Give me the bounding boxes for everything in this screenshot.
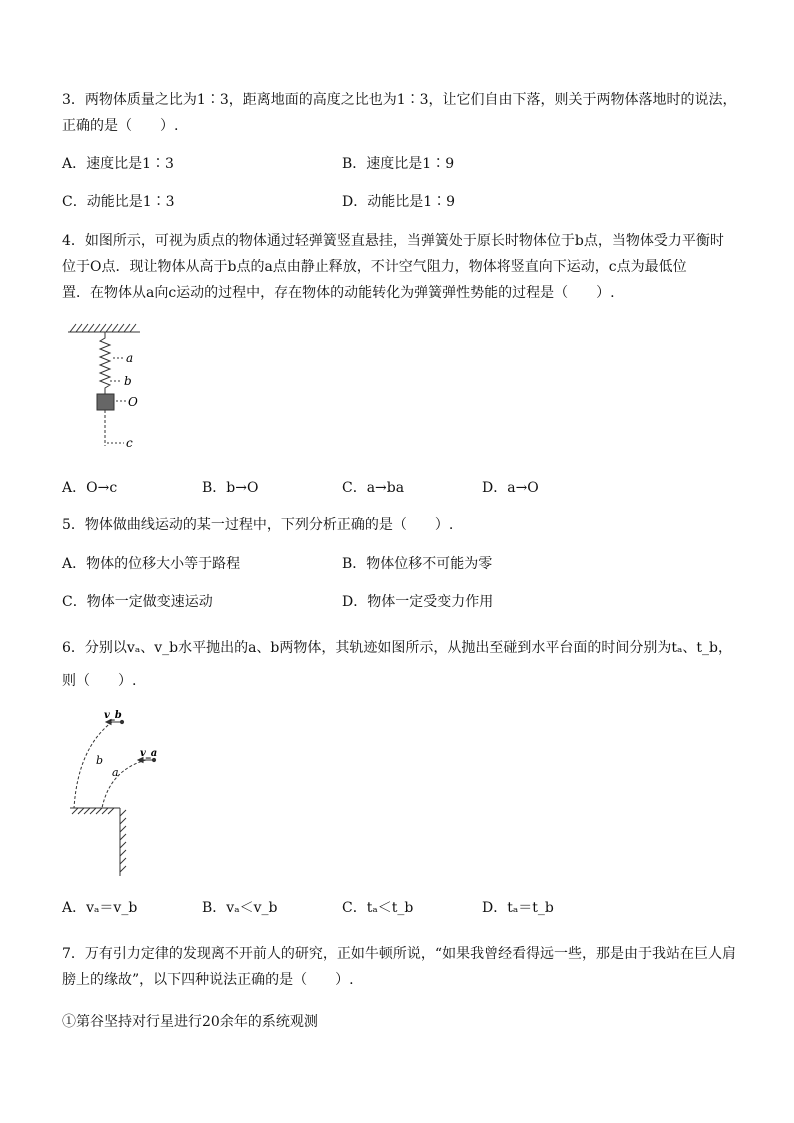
- label-a: a: [126, 351, 134, 365]
- question-4-option-b: B．b→O: [202, 480, 259, 496]
- question-7-text-line-2: 膀上的缘故”，以下四种说法正确的是（ ）.: [62, 972, 354, 988]
- label-c: c: [126, 436, 133, 450]
- label-b: b: [124, 374, 132, 388]
- projectile-figure: [64, 708, 174, 888]
- question-6-option-a: A．vₐ＝v_b: [62, 900, 138, 916]
- question-4-option-a: A．O→c: [62, 480, 118, 496]
- question-6-option-d: D．tₐ＝t_b: [482, 900, 554, 916]
- question-3-option-b: B．速度比是1∶9: [342, 156, 455, 172]
- label-o: O: [128, 395, 138, 409]
- spring: [100, 332, 110, 394]
- spring-figure: [60, 318, 180, 458]
- question-4-option-d: D．a→O: [482, 480, 539, 496]
- question-3-text-line-1: 3．两物体质量之比为1∶3，距离地面的高度之比也为1∶3，让它们自由下落，则关于两物体落地时的说法，: [62, 92, 737, 108]
- question-4-text-line-2: 位于O点．现让物体从高于b点的a点由静止释放，不计空气阻力，物体将竖直向下运动，c点为最低位: [62, 259, 687, 275]
- trajectory-a: [102, 760, 146, 808]
- question-5-option-a: A．物体的位移大小等于路程: [62, 556, 241, 572]
- question-5-option-c: C．物体一定做变速运动: [62, 594, 213, 610]
- question-6-option-c: C．tₐ＜t_b: [342, 900, 414, 916]
- question-6-text-line-2: 则（ ）.: [62, 673, 137, 689]
- question-7-item-1: ①第谷坚持对行星进行20余年的系统观测: [62, 1014, 318, 1030]
- question-5-text-line-1: 5．物体做曲线运动的某一过程中，下列分析正确的是（ ）.: [62, 517, 454, 533]
- question-3-text-line-2: 正确的是（ ）.: [62, 118, 179, 134]
- question-5-option-d: D．物体一定受变力作用: [342, 594, 494, 610]
- label-va: v_a: [140, 748, 158, 759]
- question-4-option-c: C．a→ba: [342, 480, 405, 496]
- question-3-option-d: D．动能比是1∶9: [342, 194, 456, 210]
- question-6-option-b: B．vₐ＜v_b: [202, 900, 278, 916]
- table-hatch: [70, 808, 126, 876]
- ceiling-hatch: [68, 324, 140, 332]
- question-4-text-line-3: 置．在物体从a向c运动的过程中，存在物体的动能转化为弹簧弹性势能的过程是（ ）.: [62, 285, 615, 301]
- label-a: a: [112, 766, 119, 779]
- label-vb: v_b: [104, 710, 122, 721]
- question-3-option-c: C．动能比是1∶3: [62, 194, 175, 210]
- question-4-text-line-1: 4．如图所示，可视为质点的物体通过轻弹簧竖直悬挂，当弹簧处于原长时物体位于b点，当物体受力平衡时: [62, 233, 724, 249]
- question-3-option-a: A．速度比是1∶3: [62, 156, 174, 172]
- question-5-option-b: B．物体位移不可能为零: [342, 556, 493, 572]
- question-6-text-line-1: 6．分别以vₐ、v_b水平抛出的a、b两物体，其轨迹如图所示，从抛出至碰到水平台面的时间分别为tₐ、t_b，: [62, 640, 733, 656]
- label-b: b: [96, 754, 104, 767]
- block: [97, 394, 114, 410]
- question-7-text-line-1: 7．万有引力定律的发现离不开前人的研究，正如牛顿所说，“如果我曾经看得远一些，那是由于我站在巨人肩: [62, 946, 737, 962]
